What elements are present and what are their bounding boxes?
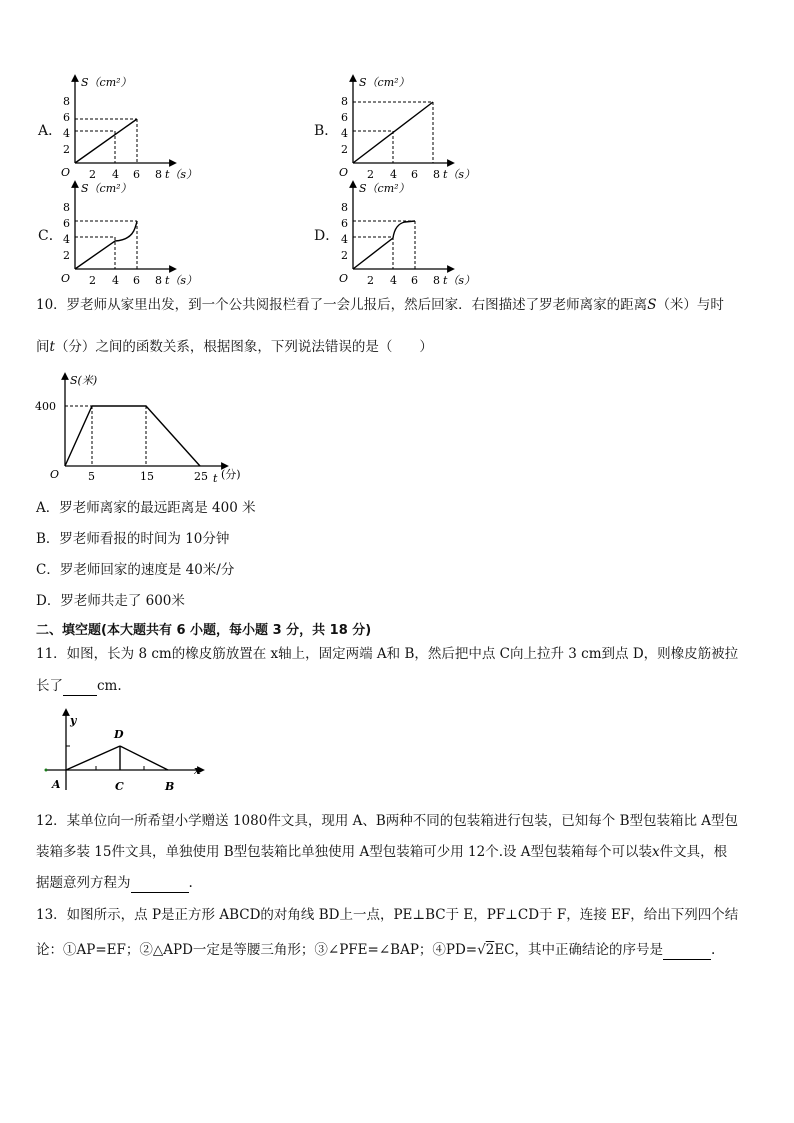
q11-figure: [36, 704, 216, 796]
graph-line: [65, 406, 200, 466]
y-tick-label: 8: [341, 201, 348, 214]
y-tick-label: 8: [63, 95, 70, 108]
origin-label: O: [61, 166, 71, 179]
x-tick-label: 2: [367, 274, 374, 286]
graph-line: [353, 221, 415, 269]
x-axis-label: t（s）: [443, 168, 476, 180]
origin-label: O: [339, 166, 349, 179]
answer-blank[interactable]: [663, 941, 711, 960]
x-tick-label: 8: [433, 168, 440, 180]
x-tick-label: 4: [112, 168, 119, 180]
q12-line1: 12．某单位向一所希望小学赠送 1080件文具，现用 A、B两种不同的包装箱进行包装，已知每个 B型包装箱比 A型包: [36, 813, 739, 829]
q11-line2: 长了 cm.: [36, 678, 122, 694]
x-tick-label: 6: [411, 274, 418, 286]
y-tick-label: 8: [63, 201, 70, 214]
point-a-label: A: [52, 778, 61, 791]
y-tick-label: 4: [63, 233, 70, 246]
point-c-label: C: [115, 780, 124, 793]
variable-t: t: [49, 339, 55, 355]
sqrt-symbol: √: [477, 942, 486, 958]
y-tick-label: 2: [63, 143, 70, 156]
option-b-label: B．: [314, 123, 339, 139]
y-tick-label: 400: [35, 400, 56, 413]
x-tick-label: 6: [133, 168, 140, 180]
x-axis-label: t（s）: [165, 274, 198, 286]
point-d-label: D: [114, 728, 124, 741]
x-tick-label: 25: [194, 470, 208, 483]
option-a-label: A．: [38, 123, 63, 139]
q10-option-a: A．罗老师离家的最远距离是 400 米: [36, 500, 256, 516]
q12-line2: 装箱多装 15件文具，单独使用 B型包装箱比单独使用 A型包装箱可少用 12个.设 A型包装箱每个可以装x件文具，根: [36, 844, 728, 860]
graph-option-d: [333, 178, 493, 286]
y-axis-label: S（cm²）: [359, 182, 410, 195]
x-tick-label: 2: [89, 168, 96, 180]
y-tick-label: 2: [63, 249, 70, 262]
y-tick-label: 2: [341, 143, 348, 156]
y-axis-label: S（cm²）: [81, 76, 132, 89]
y-axis-label: S(米): [70, 374, 98, 387]
y-tick-label: 2: [341, 249, 348, 262]
x-tick-label: 4: [112, 274, 119, 286]
origin-label: O: [50, 468, 60, 481]
option-d-label: D．: [314, 228, 340, 244]
y-tick-label: 6: [341, 217, 348, 230]
q10-option-c: C．罗老师回家的速度是 40米/分: [36, 562, 235, 578]
y-axis-label: S（cm²）: [81, 182, 132, 195]
q10-distance-time-graph: [30, 368, 260, 488]
x-tick-label: 8: [155, 274, 162, 286]
x-tick-label: 4: [390, 274, 397, 286]
origin-label: O: [61, 272, 71, 285]
q10-line2: 间t（分）之间的函数关系，根据图象，下列说法错误的是（ ）: [36, 339, 433, 355]
x-tick-label: 8: [433, 274, 440, 286]
x-axis-label: t（s）: [165, 168, 198, 180]
graph-line: [75, 119, 137, 163]
graph-line: [75, 221, 137, 269]
q10-option-b: B．罗老师看报的时间为 10分钟: [36, 531, 230, 547]
point-b-label: B: [165, 780, 175, 793]
x-tick-label: 4: [390, 168, 397, 180]
origin-label: O: [339, 272, 349, 285]
variable-x: x: [652, 844, 660, 860]
section-heading: 二、填空题(本大题共有 6 小题，每小题 3 分，共 18 分): [36, 623, 372, 638]
variable-s: S: [647, 297, 657, 313]
q12-line3: 据题意列方程为 .: [36, 875, 193, 891]
y-tick-label: 4: [63, 127, 70, 140]
x-tick-label: 2: [367, 168, 374, 180]
y-tick-label: 6: [341, 111, 348, 124]
y-tick-label: 4: [341, 127, 348, 140]
x-axis-label: t（s）: [443, 274, 476, 286]
y-axis-label: S（cm²）: [359, 76, 410, 89]
q13-line2: 论：①AP=EF；②△APD一定是等腰三角形；③∠PFE=∠BAP；④PD=√2EC，其中正确结论的序号是 .: [36, 942, 716, 958]
x-tick-label: 8: [155, 168, 162, 180]
q11-line1: 11．如图，长为 8 cm的橡皮筋放置在 x轴上，固定两端 A和 B，然后把中点 C向上拉升 3 cm到点 D，则橡皮筋被拉: [36, 646, 739, 662]
y-axis-label: y: [70, 714, 77, 727]
x-axis-label: x: [194, 764, 201, 777]
y-tick-label: 4: [341, 233, 348, 246]
graph-option-a: [55, 72, 215, 180]
x-tick-label: 2: [89, 274, 96, 286]
graph-option-c: [55, 178, 215, 286]
x-tick-label: 6: [133, 274, 140, 286]
x-tick-label: 15: [140, 470, 154, 483]
q10-line1: 10．罗老师从家里出发，到一个公共阅报栏看了一会儿报后，然后回家．右图描述了罗老师离家的距离S（米）与时: [36, 297, 724, 313]
x-axis-label: t: [213, 472, 218, 485]
sqrt-radicand: 2: [485, 942, 495, 958]
option-c-label: C．: [38, 228, 63, 244]
y-tick-label: 6: [63, 111, 70, 124]
x-tick-label: 6: [411, 168, 418, 180]
y-tick-label: 8: [341, 95, 348, 108]
q13-line1: 13．如图所示，点 P是正方形 ABCD的对角线 BD上一点，PE⊥BC于 E，PF⊥CD于 F，连接 EF，给出下列四个结: [36, 907, 739, 923]
x-tick-label: 5: [88, 470, 95, 483]
answer-blank[interactable]: [63, 677, 97, 696]
x-axis-unit: (分): [221, 468, 241, 481]
q10-option-d: D．罗老师共走了 600米: [36, 593, 185, 609]
y-tick-label: 6: [63, 217, 70, 230]
graph-option-b: [333, 72, 493, 180]
answer-blank[interactable]: [131, 874, 189, 893]
